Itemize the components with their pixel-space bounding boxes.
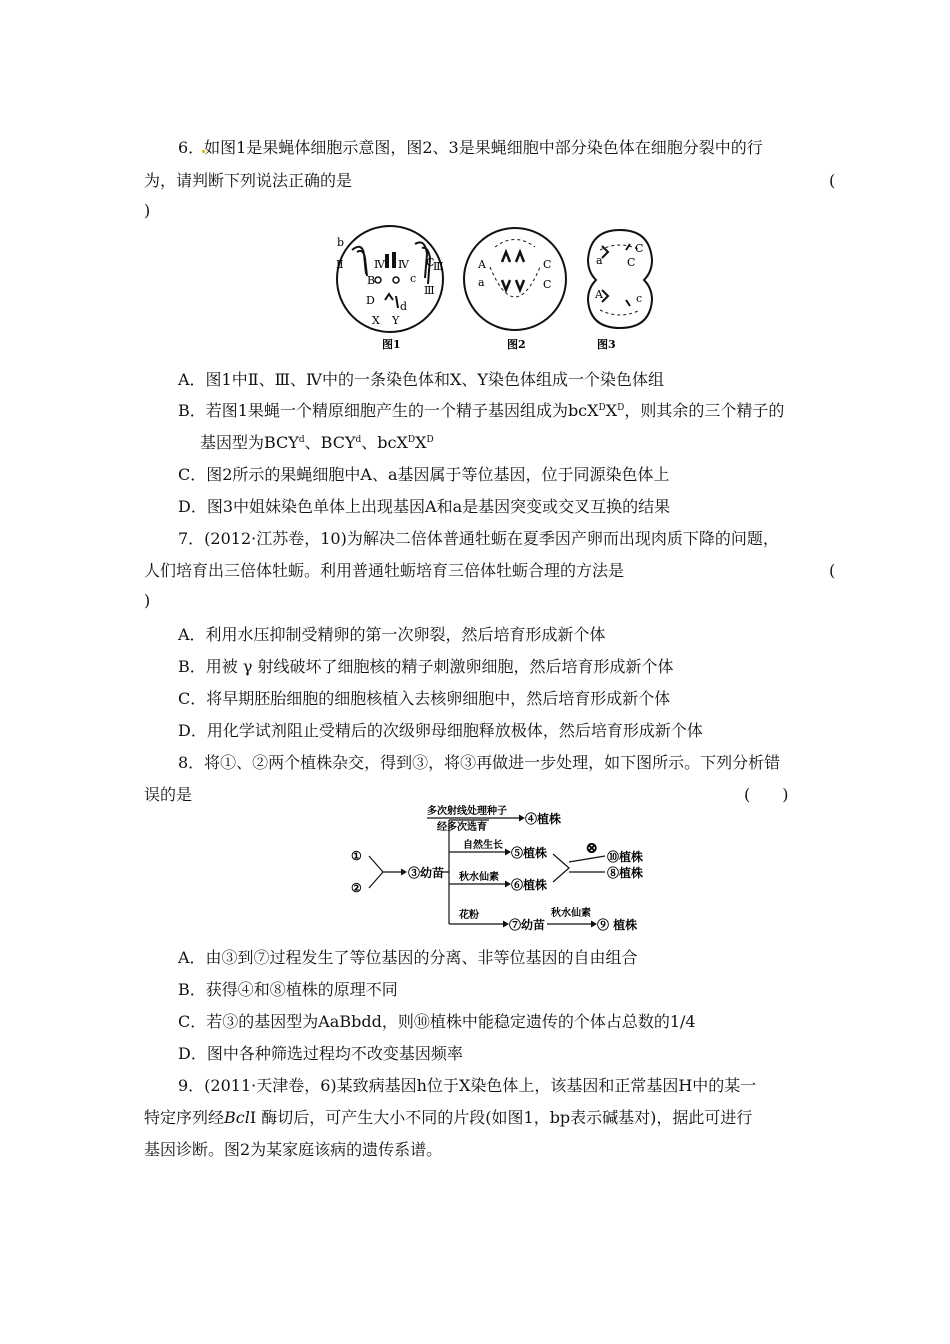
- bot-label-2: 秋水仙素: [551, 908, 591, 919]
- q6-option-b-line1: B．若图1果蝇一个精原细胞产生的一个精子基因组成为$bcX^DX^D$，则其余的三个精子的: [178, 401, 785, 420]
- fig2-label: C: [543, 278, 552, 291]
- node-3-seedling: ③幼苗: [408, 866, 445, 880]
- q6-answer-paren-open: (: [829, 171, 836, 190]
- fig3-label: a: [596, 254, 603, 267]
- node-9-plant: ⑨ 植株: [597, 918, 638, 932]
- q6-answer-paren-close: ): [144, 201, 151, 220]
- q6-option-a: A．图1中Ⅱ、Ⅲ、Ⅳ中的一条染色体和X、Y染色体组成一个染色体组: [178, 370, 664, 389]
- fig3-label: c: [636, 292, 643, 305]
- fig1-label: b: [337, 236, 345, 249]
- fig1-caption: 图1: [382, 338, 401, 351]
- node-5-plant: ⑤植株: [511, 846, 548, 860]
- fig2-label: a: [478, 276, 485, 289]
- q8-option-b: B．获得④和⑧植株的原理不同: [178, 980, 398, 999]
- q8-stem-line2: 误的是: [144, 785, 193, 804]
- q8-breeding-diagram: [345, 800, 645, 935]
- fig1-label: Ⅳ: [398, 258, 409, 271]
- q7-stem-line2: 人们培育出三倍体牡蛎。利用普通牡蛎培育三倍体牡蛎合理的方法是: [144, 561, 625, 580]
- fig3-label: A: [595, 288, 603, 301]
- fig2-label: C: [543, 258, 552, 271]
- fig1-label: d: [400, 300, 408, 313]
- q6-option-d: D．图3中姐妹染色单体上出现基因A和a是基因突变或交叉互换的结果: [178, 497, 671, 516]
- q8-option-a: A．由③到⑦过程发生了等位基因的分离、非等位基因的自由组合: [178, 948, 638, 967]
- self-cross-symbol: ⊗: [585, 838, 599, 857]
- q9-stem-line1: 9．(2011·天津卷，6)某致病基因h位于X染色体上，该基因和正常基因H中的某一: [178, 1076, 757, 1095]
- q7-stem-line1: 7．(2012·江苏卷，10)为解决二倍体普通牡蛎在夏季因产卵而出现肉质下降的问题，: [178, 529, 779, 548]
- q6-stem-line2: 为，请判断下列说法正确的是: [144, 171, 353, 190]
- mid-label-2: 秋水仙素: [459, 872, 499, 883]
- mid-label-1: 自然生长: [463, 840, 503, 851]
- q7-option-a: A．利用水压抑制受精卵的第一次卵裂，然后培育形成新个体: [178, 625, 606, 644]
- q7-answer-paren-close: ): [144, 591, 151, 610]
- top-label-2: 经多次选育: [437, 822, 487, 833]
- node-6-plant: ⑥植株: [511, 878, 548, 892]
- fig1-label: Ⅱ: [336, 258, 344, 271]
- fig1-label: C: [426, 256, 435, 269]
- node-1: ①: [351, 849, 362, 863]
- figure-3-dividing-cell: [588, 230, 652, 351]
- fig2-caption: 图2: [507, 338, 526, 351]
- fig1-label: Y: [392, 314, 400, 327]
- q6-stem-line1: 6．如图1是果蝇体细胞示意图，图2、3是果蝇细胞中部分染色体在细胞分裂中的行: [178, 138, 763, 157]
- fig1-label: D: [366, 294, 375, 307]
- figure-2-dividing-cell: [464, 228, 566, 351]
- q7-option-c: C．将早期胚胎细胞的细胞核植入去核卵细胞中，然后培育形成新个体: [178, 689, 671, 708]
- q9-stem-line2: 特定序列经BclⅠ 酶切后，可产生大小不同的片段(如图1，bp表示碱基对)，据此可进行: [144, 1108, 753, 1127]
- q8-answer-paren: ( ): [744, 785, 789, 804]
- fig3-label: C: [635, 242, 644, 255]
- q7-answer-paren-open: (: [829, 561, 836, 580]
- node-4-plant: ④植株: [525, 812, 562, 826]
- q8-stem-line1: 8．将①、②两个植株杂交，得到③，将③再做进一步处理，如下图所示。下列分析错: [178, 753, 781, 772]
- q9-stem-line3: 基因诊断。图2为某家庭该病的遗传系谱。: [144, 1140, 443, 1159]
- q6-option-b-line2: 基因型为BCY$^d$、BCY$^d$、$bcX^DX^D$: [200, 433, 434, 452]
- fig1-label: Ⅳ: [374, 258, 385, 271]
- q7-option-d: D．用化学试剂阻止受精后的次级卵母细胞释放极体，然后培育形成新个体: [178, 721, 703, 740]
- fig2-label: A: [478, 258, 486, 271]
- fig1-label: Ⅲ: [433, 260, 444, 273]
- fig3-label: C: [627, 256, 636, 269]
- fig1-label: X: [372, 314, 380, 327]
- fig3-caption: 图3: [597, 338, 616, 351]
- figure-1-fruitfly-cell: [336, 226, 444, 351]
- q8-option-c: C．若③的基因型为AaBbdd，则⑩植株中能稳定遗传的个体占总数的1/4: [178, 1012, 696, 1031]
- bot-label-1: 花粉: [459, 910, 479, 921]
- node-10-plant: ⑩植株: [607, 850, 644, 864]
- fig1-label: B: [367, 274, 376, 287]
- q8-option-d: D．图中各种筛选过程均不改变基因频率: [178, 1044, 463, 1063]
- node-7-seedling: ⑦幼苗: [509, 918, 546, 932]
- fig1-label: c: [410, 272, 417, 285]
- fig1-label: Ⅲ: [424, 284, 435, 297]
- node-8-plant: ⑧植株: [607, 866, 644, 880]
- top-label-1: 多次射线处理种子: [427, 806, 507, 817]
- q6-figures: [330, 222, 660, 357]
- q6-option-c: C．图2所示的果蝇细胞中A、a基因属于等位基因，位于同源染色体上: [178, 465, 670, 484]
- q7-option-b: B．用被 γ 射线破坏了细胞核的精子刺激卵细胞，然后培育形成新个体: [178, 657, 674, 676]
- node-2: ②: [351, 881, 362, 895]
